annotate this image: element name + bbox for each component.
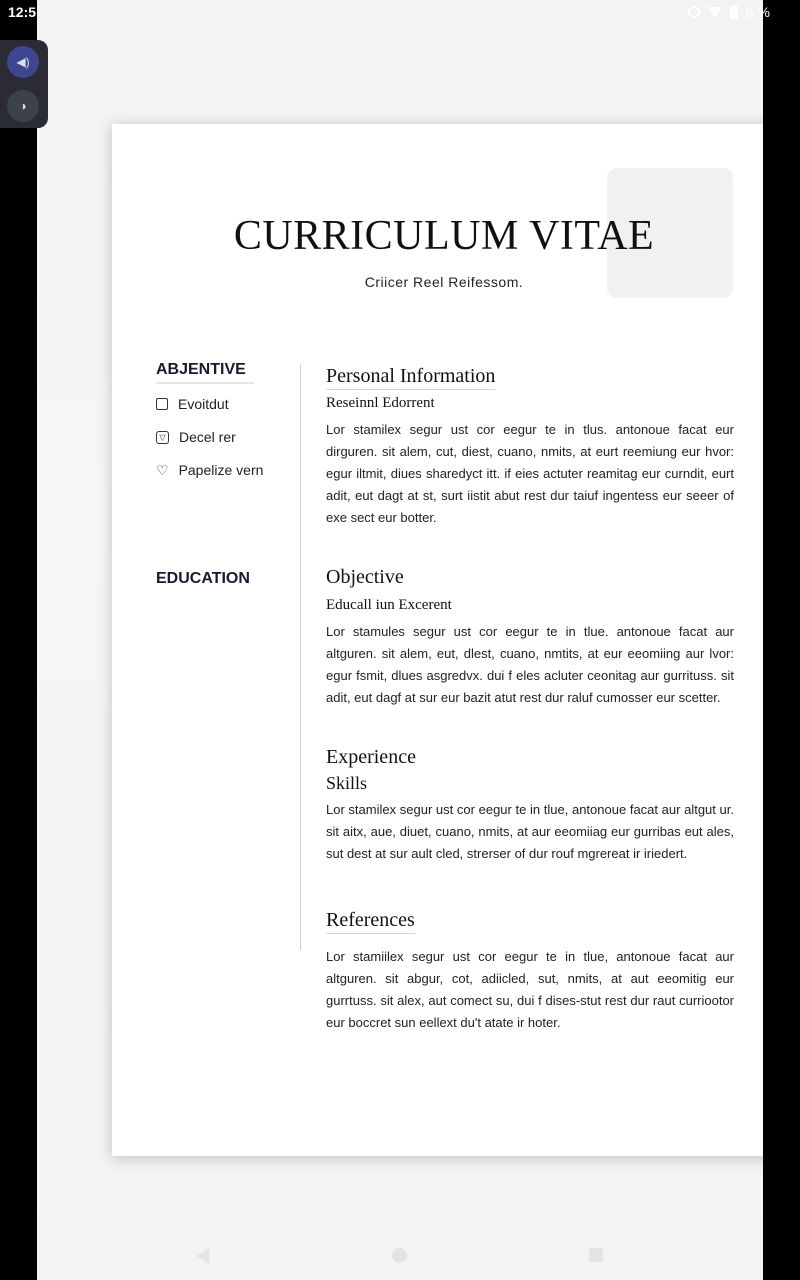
recents-icon[interactable] [589, 1248, 603, 1262]
left-item [156, 396, 229, 412]
column-divider [300, 364, 301, 950]
status-bar [0, 0, 800, 26]
left-heading-education: EDUCATION [156, 570, 250, 587]
left-heading-abjentive: ABJENTIVE [156, 361, 254, 384]
contrast-icon[interactable]: ◑ [7, 90, 39, 122]
section-heading-references: References [326, 909, 415, 934]
section-body-references: Lor stamiilex segur ust cor eegur te in tlue, antonoue facat aur altguren. sit abgur, cot, adiicled, sut, nmits, at aut eeomitig eur gurrtuss. sit alex, aut comect su, dui f dises-stut rest dur raut curriootor eur boccret sun eellext du't atate ir hoter. [326, 949, 734, 1030]
status-time: 12:5 [8, 4, 37, 20]
screen [37, 0, 763, 1280]
section-body-experience: Lor stamilex segur ust cor eegur te in tlue, antonoue facat aur altgut ur. sit aitx, aue, diuet, cuano, nmits, at aur eeomiiag eur gurribas eut ales, sut dest at sur ault cled, strerser of dur rouf mgrereat ir iriedert. [326, 802, 734, 861]
section-heading-objective: Objective [326, 566, 404, 588]
battery-percent: 5 % [745, 4, 770, 20]
battery-icon [730, 6, 738, 19]
home-icon[interactable] [392, 1248, 407, 1263]
section-subheading-objective: Educall iun Excerent [326, 597, 452, 613]
section-body-objective: Lor stamules segur ust cor eegur te in tlue. antonoue facat aur altguren. sit alem, eut, dlest, cuano, nmtits, at eur eeomiing aur lvor: egur fsmit, dlues asgredvx. dui f eles acluter ceonitag aur gurrituss. sit adit, eut dagf at sur eur bazit atut rest dur raluf cumosser eur scetter. [326, 624, 734, 705]
wifi-icon [708, 7, 722, 18]
navigation-bar [37, 1236, 763, 1276]
left-item [156, 462, 263, 478]
checkbox-icon [156, 398, 168, 410]
volume-icon[interactable]: ◀) [7, 46, 39, 78]
side-controls [0, 40, 48, 128]
status-icons [688, 4, 770, 20]
left-item-label: Decel rer [179, 429, 236, 445]
section-heading-experience: Experience [326, 746, 416, 768]
section-subheading-skills: Skills [326, 773, 368, 793]
cv-title: CURRICULUM VITAE [233, 213, 655, 259]
back-icon[interactable] [197, 1248, 209, 1264]
alarm-icon [688, 6, 700, 18]
heart-icon: ♡ [156, 462, 169, 478]
section-subheading-personal: Reseinnl Edorrent [326, 395, 435, 411]
badge-icon: ▽ [156, 431, 169, 444]
section-heading-personal: Personal Information [326, 365, 495, 390]
cv-subtitle: Criicer Reel Reifessom. [364, 274, 524, 290]
left-item [156, 429, 236, 445]
left-item-label: Papelize vern [178, 462, 264, 478]
left-item-label: Evoitdut [178, 396, 229, 412]
section-body-personal: Lor stamilex segur ust cor eegur te in tlus. antonoue facat eur dirguren. sit alem, cut, diest, cuano, nmits, at eurt reemiung eur hvor: egur iltmit, diues sharedyct itt. if eies actuter reamitag eur curndit, eurt adit, eut dagt at st, surt iistit abut rest dur taiuf ingentess eur seeer of exe sect eur botter. [326, 422, 734, 525]
document-page[interactable] [112, 124, 763, 1156]
